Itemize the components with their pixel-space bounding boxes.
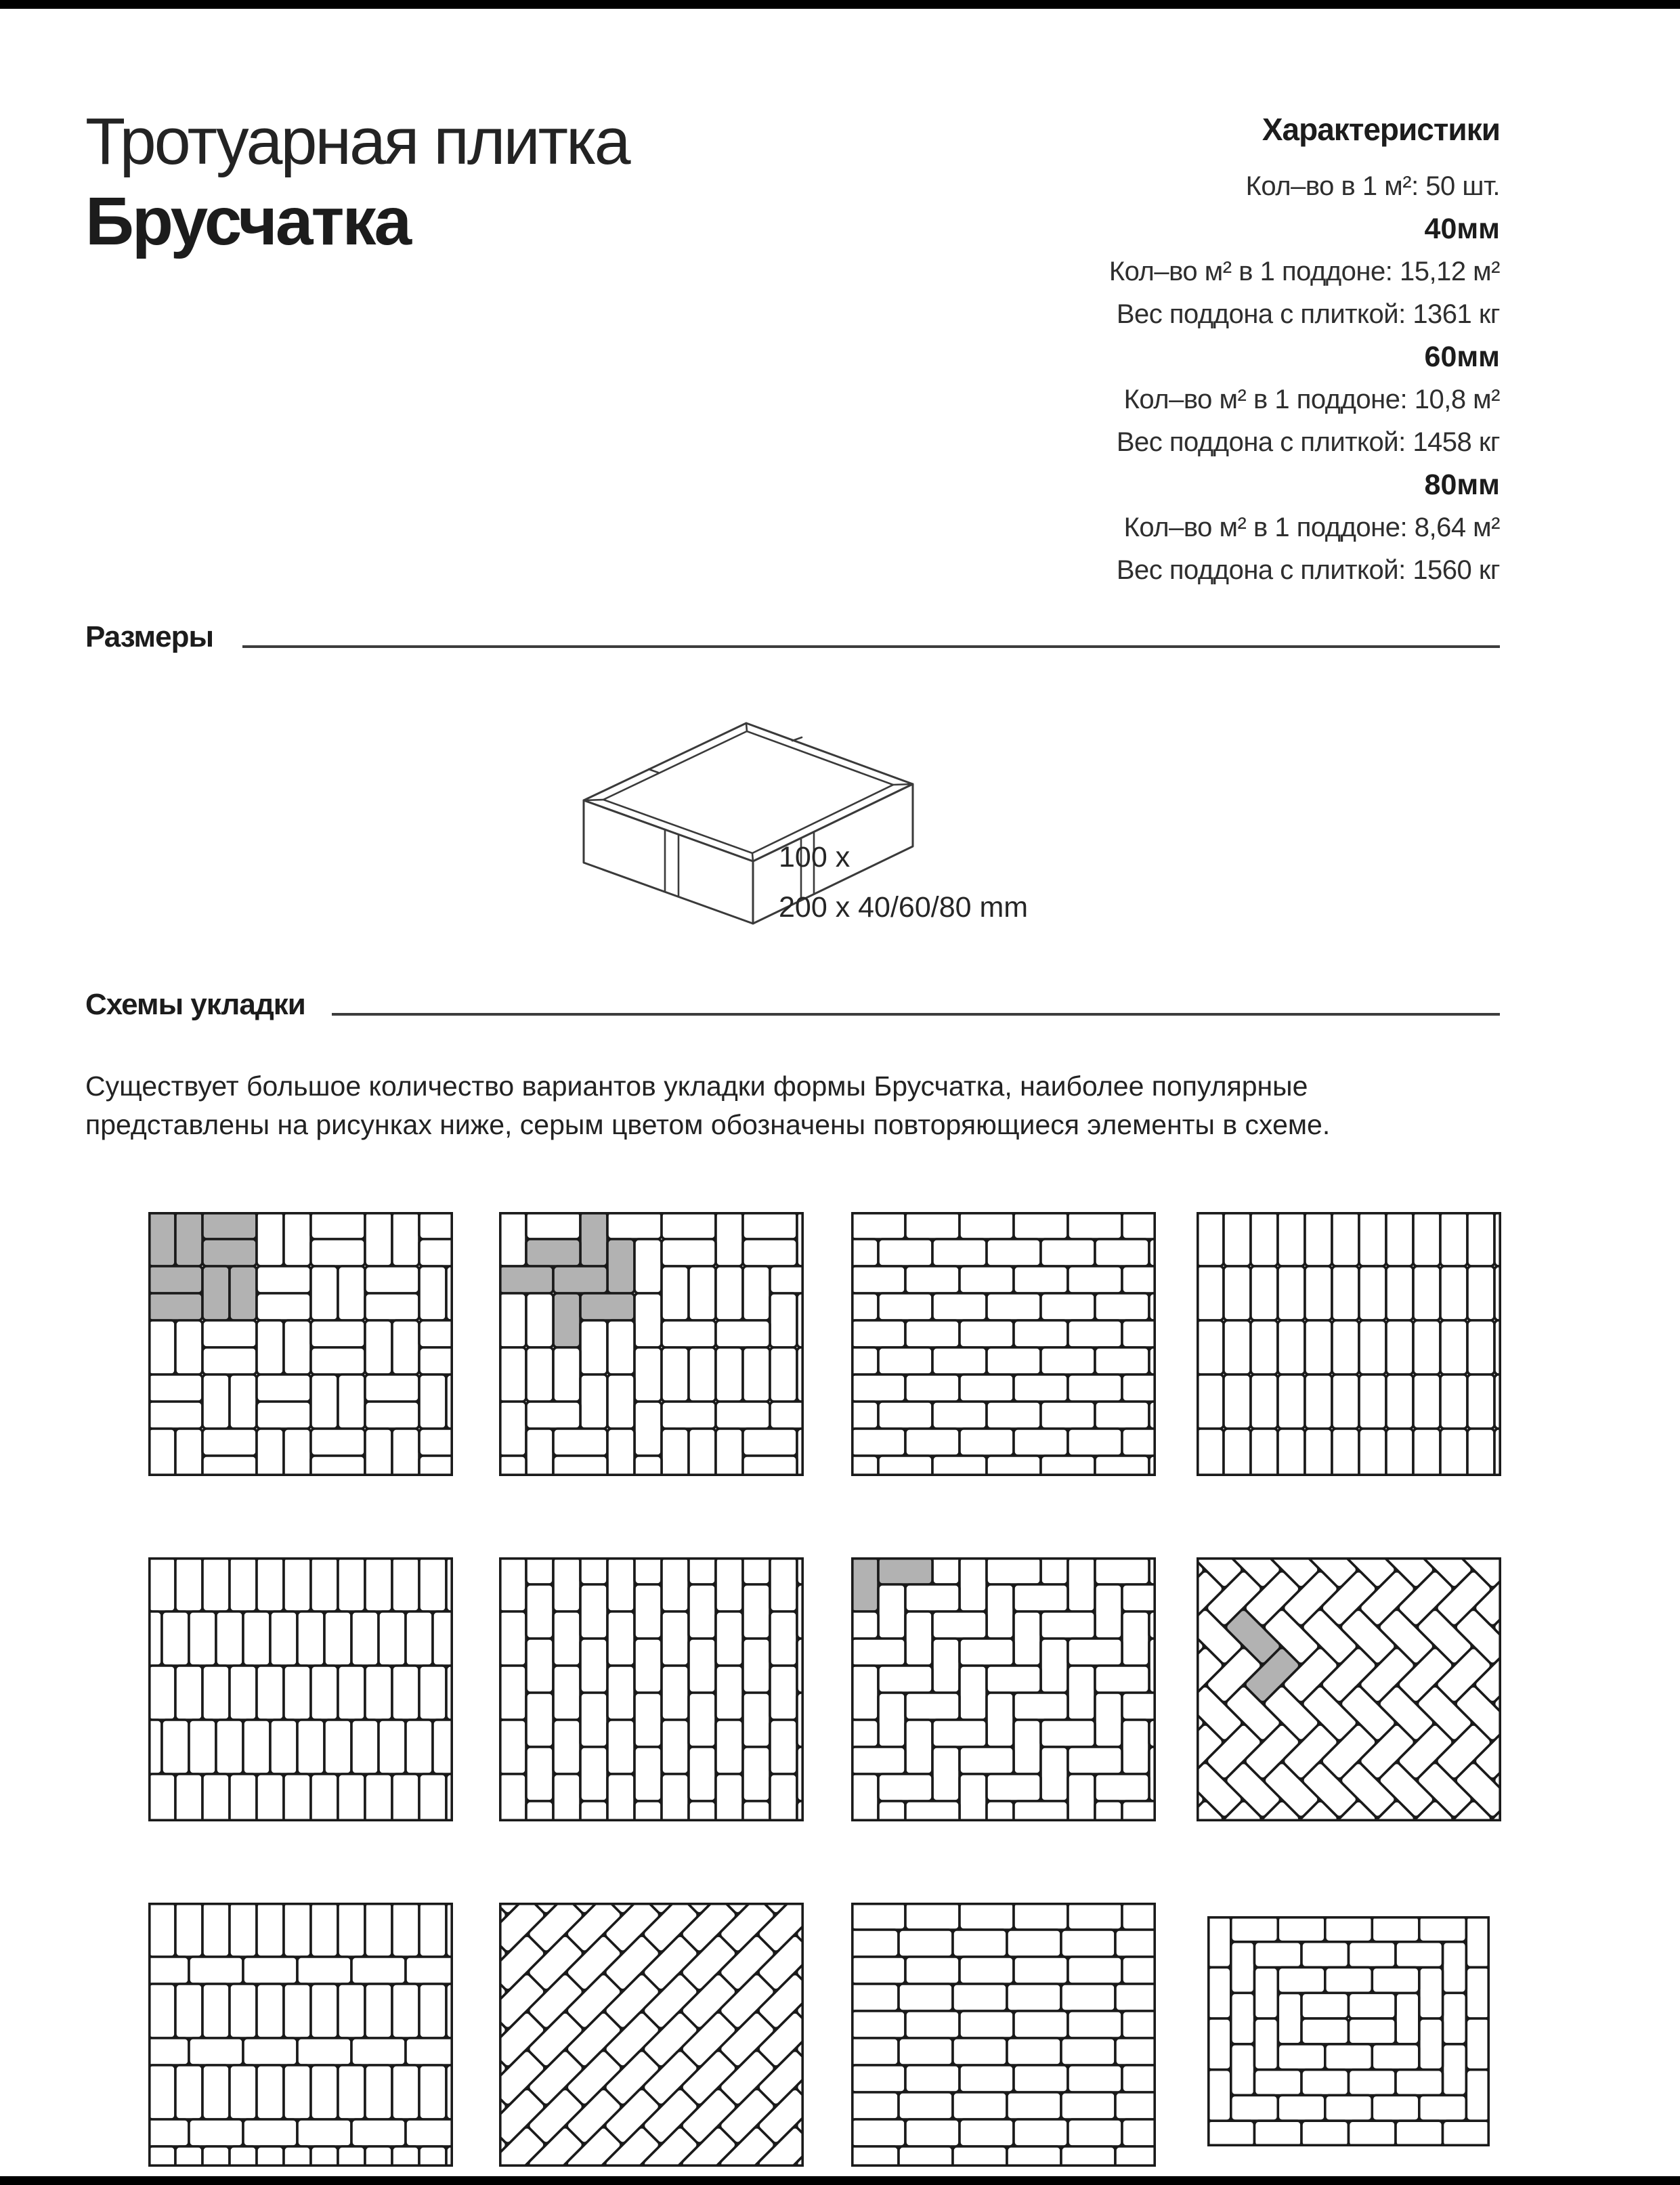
specs-pallet-area-line: Кол–во м² в 1 поддоне: 10,8 м² <box>1123 385 1500 414</box>
specs-size-subhead: 40мм <box>1424 213 1500 245</box>
dimension-length-height-label: 200 x 40/60/80 mm <box>779 891 1029 924</box>
laying-scheme-spiral <box>1207 1916 1490 2146</box>
schemes-heading: Схемы укладки <box>85 988 305 1021</box>
schemes-description: Существует большое количество вариантов укладки формы Брусчатка, наиболее популярные представлены на рисунках ниже, серым цветом обозначены повторяющиеся элементы в схеме. <box>85 1070 1331 1140</box>
specs-pallet-area-line: Кол–во м² в 1 поддоне: 8,64 м² <box>1123 513 1500 542</box>
laying-scheme-basketweave <box>148 1212 453 1476</box>
specs-pallet-weight-line: Вес поддона с плиткой: 1560 кг <box>1116 555 1500 585</box>
laying-scheme-chaotic <box>499 1212 804 1476</box>
page-title-line2: Брусчатка <box>85 183 410 259</box>
page-bottom-edge <box>0 2176 1680 2185</box>
page-title-line1: Тротуарная плитка <box>85 104 629 178</box>
laying-scheme-herringbone-90 <box>851 1557 1156 1821</box>
laying-scheme-diagonal-bond <box>499 1903 804 2167</box>
specs-pallet-weight-line: Вес поддона с плиткой: 1361 кг <box>1116 299 1500 329</box>
laying-scheme-running-bond <box>851 1212 1156 1476</box>
sizes-rule <box>242 645 1500 648</box>
specs-heading: Характеристики <box>1262 112 1500 147</box>
page-top-edge <box>0 0 1680 9</box>
laying-scheme-running-vertical <box>148 1557 453 1821</box>
specs-pallet-area-line: Кол–во м² в 1 поддоне: 15,12 м² <box>1108 257 1500 286</box>
sizes-heading: Размеры <box>85 620 214 653</box>
laying-scheme-stack-offset <box>851 1903 1156 2167</box>
specs-size-subhead: 80мм <box>1424 469 1500 501</box>
laying-scheme-stack-vertical <box>1197 1212 1501 1476</box>
laying-scheme-herringbone-45 <box>1197 1557 1501 1821</box>
specs-size-subhead: 60мм <box>1424 341 1500 373</box>
laying-scheme-columns-offset <box>499 1557 804 1821</box>
dimension-width-label: 100 x <box>779 841 850 873</box>
laying-scheme-rows-mixed <box>148 1903 453 2167</box>
schemes-rule <box>332 1013 1500 1016</box>
specs-block <box>1109 111 1500 592</box>
specs-per-m2-line: Кол–во в 1 м²: 50 шт. <box>1245 171 1500 201</box>
specs-pallet-weight-line: Вес поддона с плиткой: 1458 кг <box>1116 427 1500 457</box>
page-title <box>85 102 629 261</box>
